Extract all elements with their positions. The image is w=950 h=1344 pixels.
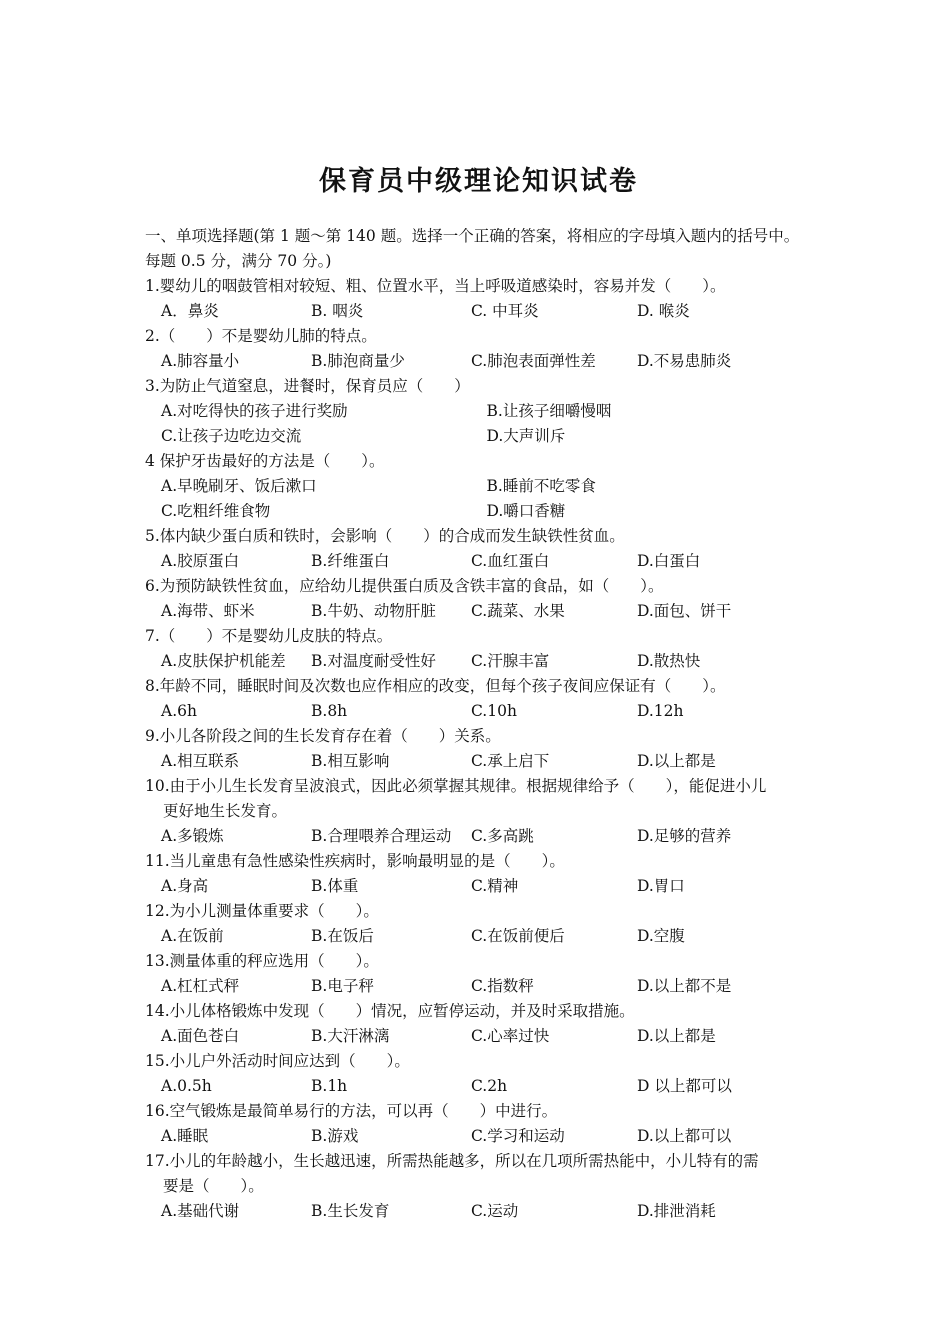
answer-option: A.肺容量小 — [161, 352, 240, 370]
answer-option: C.吃粗纤维食物 — [161, 502, 271, 520]
answer-option: C.让孩子边吃边交流 — [161, 427, 302, 445]
answer-option: A.基础代谢 — [161, 1202, 240, 1220]
option-row — [145, 924, 812, 949]
answer-option: A.杠杠式秤 — [161, 977, 240, 995]
answer-option: D.白蛋白 — [637, 552, 701, 570]
question-item — [145, 999, 812, 1049]
answer-option: A.皮肤保护机能差 — [161, 652, 286, 670]
answer-option: C.承上启下 — [471, 752, 550, 770]
answer-option: A.在饭前 — [161, 927, 224, 945]
question-text: 17.小儿的年龄越小，生长越迅速，所需热能越多，所以在几项所需热能中，小儿特有的需 — [145, 1152, 759, 1170]
option-row — [145, 824, 812, 849]
option-row — [145, 1024, 812, 1049]
answer-option: C.在饭前便后 — [471, 927, 565, 945]
question-item — [145, 449, 812, 524]
answer-option: D.不易患肺炎 — [637, 352, 732, 370]
answer-option: A.海带、虾米 — [161, 602, 255, 620]
question-text: 1.婴幼儿的咽鼓管相对较短、粗、位置水平，当上呼吸道感染时，容易并发（ ）。 — [145, 277, 726, 295]
answer-option: B.在饭后 — [311, 927, 374, 945]
question-item — [145, 274, 812, 324]
answer-option: B.牛奶、动物肝脏 — [311, 602, 436, 620]
answer-option: A.胶原蛋白 — [161, 552, 240, 570]
answer-option: A.面色苍白 — [161, 1027, 240, 1045]
answer-option: D 以上都可以 — [637, 1077, 732, 1095]
option-row — [145, 599, 812, 624]
question-text-continued: 更好地生长发育。 — [163, 802, 288, 820]
page-title: 保育员中级理论知识试卷 — [319, 166, 638, 197]
answer-option: C.精神 — [471, 877, 519, 895]
question-item — [145, 1099, 812, 1149]
answer-option: A.6h — [161, 702, 197, 720]
question-text: 12.为小儿测量体重要求（ ）。 — [145, 902, 379, 920]
question-item — [145, 774, 812, 849]
answer-option: D.足够的营养 — [637, 827, 732, 845]
answer-option: C. 中耳炎 — [471, 302, 539, 320]
answer-option: C.肺泡表面弹性差 — [471, 352, 596, 370]
question-text: 11.当儿童患有急性感染性疾病时，影响最明显的是（ ）。 — [145, 852, 565, 870]
question-item — [145, 524, 812, 574]
option-row — [145, 549, 812, 574]
answer-option: C.汗腺丰富 — [471, 652, 550, 670]
answer-option: D.散热快 — [637, 652, 701, 670]
answer-option: D.大声训斥 — [486, 427, 566, 445]
option-row — [145, 299, 812, 324]
answer-option: D.12h — [637, 702, 684, 720]
question-text: 6.为预防缺铁性贫血，应给幼儿提供蛋白质及含铁丰富的食品，如（ ）。 — [145, 577, 664, 595]
answer-option: B.电子秤 — [311, 977, 374, 995]
answer-option: B.相互影响 — [311, 752, 390, 770]
question-text: 15.小儿户外活动时间应达到（ ）。 — [145, 1052, 410, 1070]
answer-option: A.睡眠 — [161, 1127, 209, 1145]
section-instructions: 一、单项选择题(第 1 题～第 140 题。选择一个正确的答案，将相应的字母填入题内的括号中。每题 0.5 分，满分 70 分。) — [145, 227, 800, 270]
question-item — [145, 899, 812, 949]
question-text: 2.（ ）不是婴幼儿肺的特点。 — [145, 327, 377, 345]
answer-option: B.体重 — [311, 877, 359, 895]
answer-option: B.1h — [311, 1077, 348, 1095]
question-text: 10.由于小儿生长发育呈波浪式，因此必须掌握其规律。根据规律给予（ ），能促进小儿 — [145, 777, 767, 795]
answer-option: C.蔬菜、水果 — [471, 602, 565, 620]
question-text: 3.为防止气道窒息，进餐时，保育员应（ ） — [145, 377, 470, 395]
answer-option: C.2h — [471, 1077, 508, 1095]
answer-option: C.血红蛋白 — [471, 552, 550, 570]
question-text: 5.体内缺少蛋白质和铁时，会影响（ ）的合成而发生缺铁性贫血。 — [145, 527, 625, 545]
answer-option: D.以上都是 — [637, 752, 716, 770]
option-row — [145, 874, 812, 899]
answer-option: A.对吃得快的孩子进行奖励 — [161, 402, 348, 420]
answer-option: B.大汗淋漓 — [311, 1027, 390, 1045]
answer-option: B. 咽炎 — [311, 302, 364, 320]
answer-option: D. 喉炎 — [637, 302, 690, 320]
option-row — [145, 1199, 812, 1224]
answer-option: B.合理喂养合理运动 — [311, 827, 452, 845]
answer-option: B.肺泡商量少 — [311, 352, 405, 370]
answer-option: B.让孩子细嚼慢咽 — [486, 402, 612, 420]
answer-option: B.生长发育 — [311, 1202, 390, 1220]
question-text: 16.空气锻炼是最简单易行的方法，可以再（ ）中进行。 — [145, 1102, 558, 1120]
answer-option: A．鼻炎 — [161, 302, 219, 320]
question-text-continued: 要是（ ）。 — [163, 1177, 264, 1195]
option-row — [145, 349, 812, 374]
question-item — [145, 1149, 812, 1224]
question-item — [145, 374, 812, 449]
question-text: 14.小儿体格锻炼中发现（ ）情况，应暂停运动，并及时采取措施。 — [145, 1002, 635, 1020]
answer-option: D.嚼口香糖 — [486, 502, 566, 520]
answer-option: D.胃口 — [637, 877, 685, 895]
answer-option: C.心率过快 — [471, 1027, 550, 1045]
option-row — [145, 474, 812, 499]
option-row — [145, 1074, 812, 1099]
question-item — [145, 949, 812, 999]
question-text: 4 保护牙齿最好的方法是（ ）。 — [145, 452, 385, 470]
answer-option: B.游戏 — [311, 1127, 359, 1145]
answer-option: B.对温度耐受性好 — [311, 652, 436, 670]
answer-option: C.10h — [471, 702, 517, 720]
option-row — [145, 1124, 812, 1149]
answer-option: D.以上都是 — [637, 1027, 716, 1045]
answer-option: D.排泄消耗 — [637, 1202, 716, 1220]
option-row — [145, 499, 812, 524]
option-row — [145, 699, 812, 724]
question-item — [145, 1049, 812, 1099]
answer-option: C.学习和运动 — [471, 1127, 565, 1145]
answer-option: B.8h — [311, 702, 348, 720]
question-item — [145, 724, 812, 774]
question-item — [145, 574, 812, 624]
answer-option: A.0.5h — [161, 1077, 212, 1095]
answer-option: D.空腹 — [637, 927, 685, 945]
question-text: 8.年龄不同，睡眠时间及次数也应作相应的改变，但每个孩子夜间应保证有（ ）。 — [145, 677, 726, 695]
answer-option: D.面包、饼干 — [637, 602, 732, 620]
answer-option: C.运动 — [471, 1202, 519, 1220]
option-row — [145, 424, 812, 449]
question-item — [145, 674, 812, 724]
question-list — [145, 274, 812, 1224]
answer-option: D.以上都可以 — [637, 1127, 732, 1145]
answer-option: B.睡前不吃零食 — [486, 477, 596, 495]
answer-option: A.身高 — [161, 877, 209, 895]
answer-option: C.多高跳 — [471, 827, 534, 845]
question-text: 7.（ ）不是婴幼儿皮肤的特点。 — [145, 627, 393, 645]
option-row — [145, 974, 812, 999]
answer-option: D.以上都不是 — [637, 977, 732, 995]
question-text: 13.测量体重的秤应选用（ ）。 — [145, 952, 379, 970]
answer-option: B.纤维蛋白 — [311, 552, 390, 570]
answer-option: A.相互联系 — [161, 752, 240, 770]
option-row — [145, 749, 812, 774]
answer-option: C.指数秤 — [471, 977, 534, 995]
option-row — [145, 399, 812, 424]
option-row — [145, 649, 812, 674]
question-text: 9.小儿各阶段之间的生长发育存在着（ ）关系。 — [145, 727, 501, 745]
question-item — [145, 624, 812, 674]
answer-option: A.早晚刷牙、饭后漱口 — [161, 477, 317, 495]
answer-option: A.多锻炼 — [161, 827, 224, 845]
question-item — [145, 849, 812, 899]
question-item — [145, 324, 812, 374]
